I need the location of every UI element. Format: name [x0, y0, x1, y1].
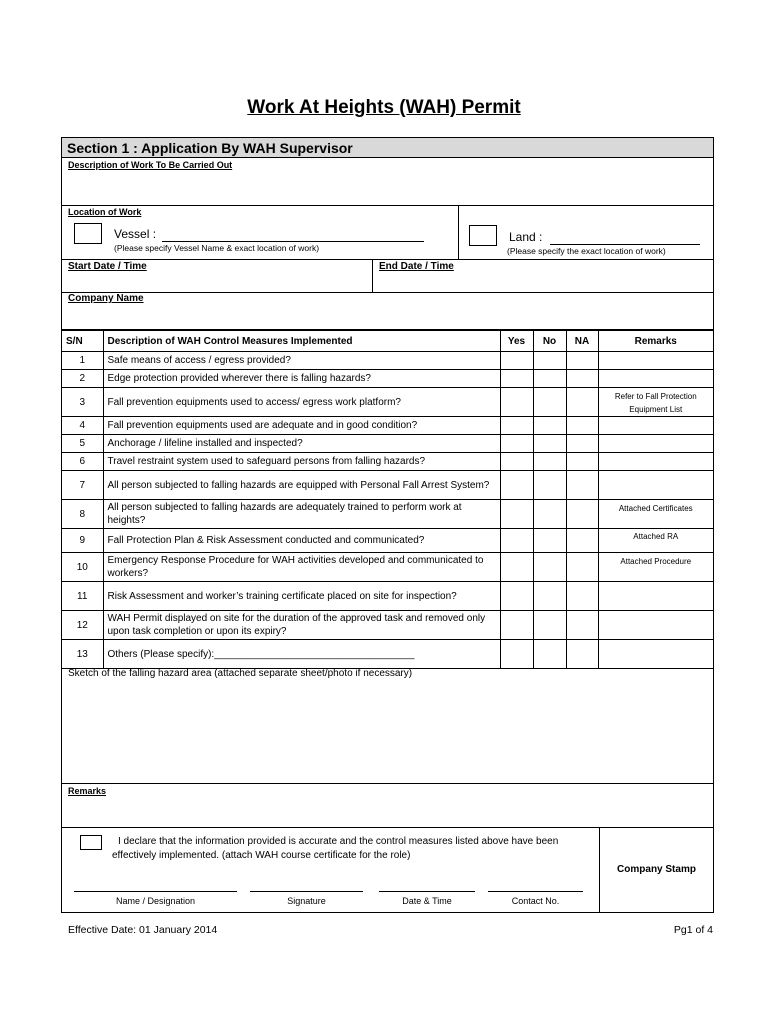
no-cell[interactable] — [533, 640, 566, 669]
row-sn: 5 — [62, 435, 103, 453]
land-hint: (Please specify the exact location of work) — [507, 246, 666, 256]
na-cell[interactable] — [566, 529, 598, 553]
date-input[interactable] — [379, 880, 475, 892]
yes-cell[interactable] — [500, 582, 533, 611]
company-name-label: Company Name — [68, 293, 144, 304]
row-remarks[interactable] — [598, 370, 713, 388]
row-desc: Edge protection provided wherever there is falling hazards? — [103, 370, 500, 388]
vessel-checkbox[interactable] — [74, 223, 102, 244]
na-cell[interactable] — [566, 640, 598, 669]
table-row — [62, 640, 713, 669]
name-designation-label: Name / Designation — [115, 896, 196, 906]
row-desc: All person subjected to falling hazards are adequately trained to perform work at heights? — [103, 500, 500, 529]
row-remarks[interactable] — [598, 611, 713, 640]
table-row — [62, 471, 713, 500]
land-checkbox[interactable] — [469, 225, 497, 246]
row-desc: Travel restraint system used to safeguard persons from falling hazards? — [103, 453, 500, 471]
yes-cell[interactable] — [500, 370, 533, 388]
yes-cell[interactable] — [500, 611, 533, 640]
no-cell[interactable] — [533, 352, 566, 370]
row-desc: Emergency Response Procedure for WAH activities developed and communicated to workers? — [103, 553, 500, 582]
na-cell[interactable] — [566, 471, 598, 500]
declaration-text: I declare that the information provided is accurate and the control measures listed above have been effectively implemented. (attach WAH course certificate for the role) — [112, 836, 559, 861]
row-remarks[interactable]: Attached Procedure — [598, 553, 713, 582]
end-date-label: End Date / Time — [379, 261, 454, 272]
row-remarks[interactable] — [598, 582, 713, 611]
row-desc[interactable]: Others (Please specify):____________________________________ — [103, 640, 500, 669]
row-sn: 8 — [62, 500, 103, 529]
no-cell[interactable] — [533, 611, 566, 640]
row-sn: 7 — [62, 471, 103, 500]
na-cell[interactable] — [566, 453, 598, 471]
no-cell[interactable] — [533, 417, 566, 435]
no-cell[interactable] — [533, 453, 566, 471]
no-header: No — [533, 331, 566, 352]
na-cell[interactable] — [566, 611, 598, 640]
land-label: Land : — [509, 230, 543, 244]
sn-header: S/N — [62, 331, 103, 352]
row-sn: 2 — [62, 370, 103, 388]
row-sn: 6 — [62, 453, 103, 471]
no-cell[interactable] — [533, 388, 566, 417]
table-row — [62, 582, 713, 611]
na-cell[interactable] — [566, 352, 598, 370]
row-remarks[interactable] — [598, 435, 713, 453]
table-row — [62, 453, 713, 471]
table-row — [62, 529, 713, 553]
row-sn: 13 — [62, 640, 103, 669]
effective-date: Effective Date: 01 January 2014 — [68, 924, 218, 936]
table-row — [62, 500, 713, 529]
signature-input[interactable] — [250, 880, 363, 892]
na-cell[interactable] — [566, 435, 598, 453]
date-time-label: Date & Time — [402, 896, 452, 906]
location-label: Location of Work — [68, 207, 142, 217]
yes-cell[interactable] — [500, 553, 533, 582]
sketch-label: Sketch of the falling hazard area (attached separate sheet/photo if necessary) — [68, 668, 413, 679]
row-remarks[interactable] — [598, 352, 713, 370]
row-desc: Fall prevention equipments used to access/ egress work platform? — [103, 388, 500, 417]
row-remarks[interactable] — [598, 640, 713, 669]
row-remarks[interactable]: Refer to Fall Protection Equipment List — [598, 388, 713, 417]
row-remarks[interactable] — [598, 453, 713, 471]
na-cell[interactable] — [566, 500, 598, 529]
row-desc: Safe means of access / egress provided? — [103, 352, 500, 370]
declaration-checkbox[interactable] — [80, 835, 102, 850]
row-sn: 3 — [62, 388, 103, 417]
yes-header: Yes — [500, 331, 533, 352]
section-heading: Section 1 : Application By WAH Supervisor — [62, 138, 713, 158]
table-row — [62, 417, 713, 435]
no-cell[interactable] — [533, 471, 566, 500]
yes-cell[interactable] — [500, 352, 533, 370]
remarks-header: Remarks — [598, 331, 713, 352]
row-desc: Risk Assessment and worker’s training certificate placed on site for inspection? — [103, 582, 500, 611]
name-input[interactable] — [74, 880, 237, 892]
yes-cell[interactable] — [500, 388, 533, 417]
yes-cell[interactable] — [500, 453, 533, 471]
vessel-label: Vessel : — [114, 227, 157, 241]
yes-cell[interactable] — [500, 500, 533, 529]
yes-cell[interactable] — [500, 529, 533, 553]
row-desc: Fall Protection Plan & Risk Assessment conducted and communicated? — [103, 529, 500, 553]
table-row — [62, 388, 713, 417]
row-desc: WAH Permit displayed on site for the duration of the approved task and removed only upon task completion or upon its expiry? — [103, 611, 500, 640]
page-number: Pg1 of 4 — [673, 924, 713, 936]
vessel-hint: (Please specify Vessel Name & exact location of work) — [114, 243, 320, 253]
row-desc: Anchorage / lifeline installed and inspected? — [103, 435, 500, 453]
no-cell[interactable] — [533, 370, 566, 388]
permit-form — [61, 137, 714, 913]
no-cell[interactable] — [533, 435, 566, 453]
na-cell[interactable] — [566, 388, 598, 417]
row-desc: Fall prevention equipments used are adequate and in good condition? — [103, 417, 500, 435]
no-cell[interactable] — [533, 529, 566, 553]
control-measures-table — [62, 330, 713, 669]
table-row — [62, 352, 713, 370]
signature-label: Signature — [287, 896, 326, 906]
no-cell[interactable] — [533, 582, 566, 611]
yes-cell[interactable] — [500, 435, 533, 453]
row-sn: 4 — [62, 417, 103, 435]
row-sn: 10 — [62, 553, 103, 582]
table-row — [62, 611, 713, 640]
description-label: Description of Work To Be Carried Out — [68, 160, 233, 170]
row-remarks[interactable] — [598, 471, 713, 500]
row-desc: All person subjected to falling hazards are equipped with Personal Fall Arrest System? — [103, 471, 500, 500]
no-cell[interactable] — [533, 553, 566, 582]
yes-cell[interactable] — [500, 471, 533, 500]
start-date-label: Start Date / Time — [68, 261, 147, 272]
no-cell[interactable] — [533, 500, 566, 529]
remarks-label: Remarks — [68, 786, 107, 796]
row-sn: 1 — [62, 352, 103, 370]
row-sn: 12 — [62, 611, 103, 640]
na-cell[interactable] — [566, 553, 598, 582]
na-cell[interactable] — [566, 582, 598, 611]
table-row — [62, 435, 713, 453]
row-remarks[interactable] — [598, 417, 713, 435]
row-sn: 11 — [62, 582, 103, 611]
table-row — [62, 370, 713, 388]
row-sn: 9 — [62, 529, 103, 553]
na-header: NA — [566, 331, 598, 352]
vessel-input[interactable] — [162, 228, 424, 242]
na-cell[interactable] — [566, 417, 598, 435]
company-stamp: Company Stamp — [617, 864, 696, 875]
desc-header: Description of WAH Control Measures Implemented — [103, 331, 500, 352]
page-title: Work At Heights (WAH) Permit — [247, 97, 521, 118]
row-remarks[interactable]: Attached Certificates — [598, 500, 713, 529]
contact-no-label: Contact No. — [511, 896, 560, 906]
na-cell[interactable] — [566, 370, 598, 388]
yes-cell[interactable] — [500, 417, 533, 435]
row-remarks[interactable]: Attached RA — [598, 529, 713, 553]
land-input[interactable] — [550, 231, 700, 245]
yes-cell[interactable] — [500, 640, 533, 669]
contact-input[interactable] — [488, 880, 583, 892]
table-row — [62, 553, 713, 582]
